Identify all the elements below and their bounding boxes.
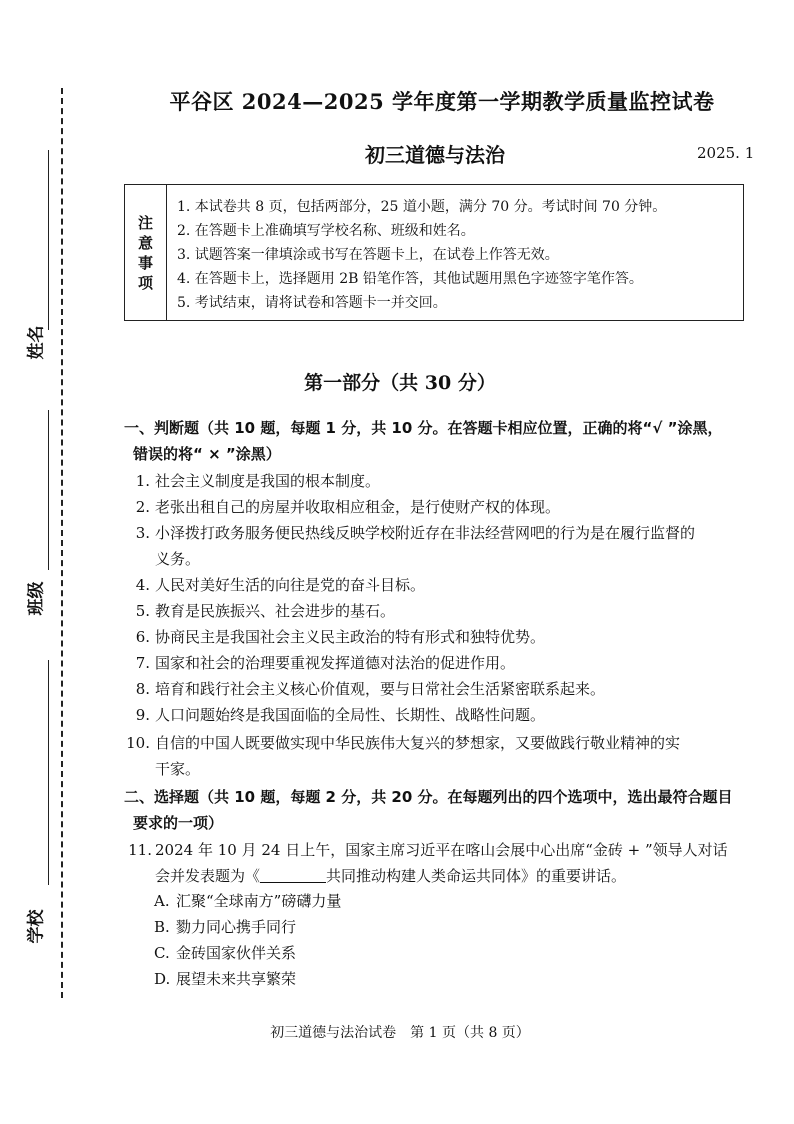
binding-dashed-line (61, 88, 63, 998)
q11-line-2: 会并发表题为《 共同推动构建人类命运共同体》的重要讲话。 (155, 867, 627, 885)
part-one-title: 第一部分（共 30 分） (304, 372, 496, 394)
exam-date: 2025. 1 (697, 144, 755, 162)
section-judgment-heading: 一、判断题（共 10 题，每题 1 分，共 10 分。在答题卡相应位置，正确的将“√ ”涂黑， 错误的将“ × ”涂黑） (124, 419, 723, 463)
school-field[interactable] (14, 660, 54, 944)
notes-box (124, 184, 744, 321)
note-item: 2. 在答题卡上准确填写学校名称、班级和姓名。 (177, 223, 475, 239)
name-field[interactable] (14, 150, 54, 370)
option-b[interactable]: B. 勠力同心携手同行 (154, 918, 297, 936)
class-blank-line (48, 410, 49, 570)
notes-list (177, 195, 737, 315)
name-label: 姓名 (26, 325, 47, 360)
exam-title: 平谷区 2024—2025 学年度第一学期教学质量监控试卷 (169, 89, 715, 114)
notes-heading: 注 意 事 项 (125, 185, 167, 320)
note-item: 3. 试题答案一律填涂或书写在答题卡上，在试卷上作答无效。 (177, 247, 559, 263)
note-item: 1. 本试卷共 8 页，包括两部分，25 道小题，满分 70 分。考试时间 70 分钟。 (177, 199, 667, 215)
option-a[interactable]: A. 汇聚“全球南方”磅礴力量 (154, 892, 342, 910)
note-item: 4. 在答题卡上，选择题用 2B 铅笔作答，其他试题用黑色字迹签字笔作答。 (177, 271, 643, 287)
page-footer: 初三道德与法治试卷 第 1 页（共 8 页） (270, 1025, 530, 1041)
school-blank-line (48, 660, 49, 885)
option-d[interactable]: D. 展望未来共享繁荣 (154, 970, 297, 988)
note-item: 5. 考试结束，请将试卷和答题卡一并交回。 (177, 295, 447, 311)
school-label: 学校 (26, 909, 47, 944)
option-c[interactable]: C. 金砖国家伙伴关系 (154, 944, 297, 962)
section-choice-heading: 二、选择题（共 10 题，每题 2 分，共 20 分。在每题列出的四个选项中，选出最符合题目 要求的一项） (124, 788, 733, 832)
class-field[interactable] (14, 410, 54, 630)
class-label: 班级 (26, 581, 47, 616)
name-blank-line (48, 150, 49, 330)
exam-subtitle: 初三道德与法治 (365, 143, 505, 167)
answer-blank (260, 866, 326, 883)
